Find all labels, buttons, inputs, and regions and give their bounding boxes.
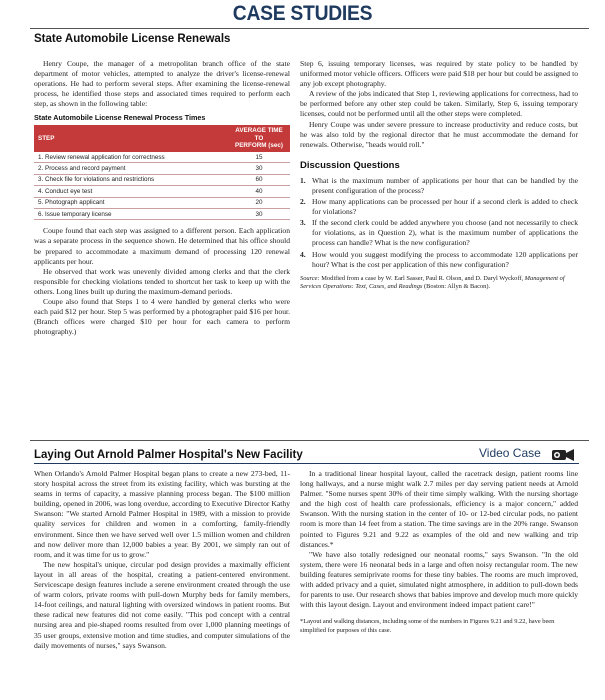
video-camera-icon bbox=[551, 448, 577, 462]
case1-source-citation bbox=[300, 275, 578, 292]
case1-right-paragraph: A review of the jobs indicated that Step 1, reviewing applications for correctness, had to be performed before any other step could be taken. Similarly, Step 6, issuing temporary licenses, could not be performed until all the other steps were completed. bbox=[300, 89, 578, 119]
time-cell: 30 bbox=[228, 163, 290, 174]
question-text: How would you suggest modifying the process to accommodate 120 applications per hour? What is the cost per application of this new configuration? bbox=[312, 249, 578, 269]
case2-title: Laying Out Arnold Palmer Hospital's New Facility bbox=[34, 449, 303, 461]
case2-left-paragraph: The new hospital's unique, circular pod design provides a maximally efficient layout in all areas of the hospital, creating a patient-centered environment. Servicescape design features include a serene environment created through the use of warm colors, private rooms with pull-down Murphy beds for family members, 14-foot ceilings, and natural lighting with oversized windows in patient rooms. But these radical new features did not come easily. "This pod concept with a central nursing area and pie-shaped rooms resulted from over 1,000 planning meetings of 35 user groups, extensive motion and time studies, and computer simulations of the daily movements of nurses," says Swanson. bbox=[34, 559, 290, 650]
process-table-title: State Automobile License Renewal Process Times bbox=[34, 113, 206, 123]
discussion-question bbox=[300, 197, 578, 217]
table-header-row bbox=[34, 125, 290, 152]
step-cell: 1. Review renewal application for correctness bbox=[34, 152, 228, 163]
question-number: 3. bbox=[300, 218, 306, 228]
question-text: If the second clerk could be added anywhere you choose (and not necessarily to check for violations, as in Question 2), what is the maximum number of applications the process can handle? What is the new configuration? bbox=[312, 218, 578, 248]
time-cell: 15 bbox=[228, 152, 290, 163]
case-divider-rule bbox=[30, 440, 589, 441]
time-cell: 20 bbox=[228, 197, 290, 208]
case2-right-paragraph: In a traditional linear hospital layout, called the racetrack design, patient rooms line long hallways, and a nurse might walk 2.7 miles per day serving patient needs at Arnold Palmer. "Some nurses spent 30% of their time simply walking. With the nursing shortage and the high cost of health care professionals, efficiency is a major concern," added Swanson. With the nursing station in the center of 10- or 12-bed circular pods, no patient room is more than 14 feet from a station. The time savings are in the 20% range. Swanson pointed to Figures 9.21 and 9.22 as examples of the old and new walking and trip distances.* bbox=[300, 469, 578, 549]
discussion-question bbox=[300, 250, 578, 270]
case1-left-paragraph: Coupe also found that Steps 1 to 4 were handled by general clerks who were each paid $12 per hour. Step 5 was performed by a photographer paid $16 per hour. (Branch offices were charged $10 per hour for each camera to perform photography.) bbox=[34, 296, 290, 337]
page-header-title: CASE STUDIES bbox=[232, 2, 373, 25]
step-cell: 2. Process and record payment bbox=[34, 163, 228, 174]
question-text: How many applications can be processed per hour if a second clerk is added to check for violations? bbox=[312, 197, 578, 217]
discussion-question bbox=[300, 176, 578, 196]
case2-left-paragraph: When Orlando's Arnold Palmer Hospital began plans to create a new 273-bed, 11-story hospital across the street from its existing facility, which was bursting at the seams in terms of capacity, a massive planning process began. The $100 million building, opened in 2006, was long overdue, according to Executive Director Kathy Swanson: "We started Arnold Palmer Hospital in 1989, with a mission to provide quality services for children and women in a comforting, family-friendly environment. Since then we have served well over 1.5 million women and children and now deliver more than 12,000 babies a year. By 2001, we simply ran out of room, and it was time for us to grow." bbox=[34, 469, 290, 559]
step-cell: 4. Conduct eye test bbox=[34, 186, 228, 197]
time-column-header bbox=[228, 125, 290, 152]
table-row bbox=[34, 174, 290, 185]
source-lead: Source: bbox=[300, 274, 320, 282]
case2-footnote: *Layout and walking distances, including some of the numbers in Figures 9.21 and 9.22, have been simplified for purposes of this case. bbox=[300, 618, 555, 634]
time-cell: 40 bbox=[228, 186, 290, 197]
source-book-title: Management of Services Operations: Text, Cases, and Readings bbox=[300, 274, 565, 291]
case1-left-paragraph: Coupe found that each step was assigned to a different person. Each application was a separate process in the sequence shown. He determined that his office should be prepared to accommodate a maximum demand of processing 120 renewal applicants per hour. bbox=[34, 226, 290, 266]
step-cell: 6. Issue temporary license bbox=[34, 208, 228, 219]
table-row bbox=[34, 197, 290, 208]
process-times-table bbox=[34, 125, 290, 220]
time-cell: 60 bbox=[228, 174, 290, 185]
case1-left-column bbox=[34, 59, 290, 337]
case1-left-paragraph: He observed that work was unevenly divided among clerks and that the clerk responsible for checking violations tended to shortcut her task to keep up with the others. Long lines built up during the maximum-demand periods. bbox=[34, 266, 290, 296]
case2-title-underline bbox=[34, 463, 579, 464]
step-cell: 3. Check file for violations and restrictions bbox=[34, 174, 228, 185]
question-text: What is the maximum number of applications per hour that can be handled by the present configuration of the process? bbox=[312, 175, 578, 195]
case1-title: State Automobile License Renewals bbox=[34, 33, 231, 45]
table-row bbox=[34, 163, 290, 174]
case1-right-column bbox=[300, 59, 578, 292]
time-cell: 30 bbox=[228, 208, 290, 219]
case1-right-paragraph: Henry Coupe was under severe pressure to increase productivity and reduce costs, but he was also told by the regional director that he must accommodate the demand for renewals. Otherwise, "heads would roll." bbox=[300, 119, 578, 149]
case2-left-column bbox=[34, 469, 290, 651]
header-rule bbox=[30, 28, 589, 29]
discussion-questions-title: Discussion Questions bbox=[300, 159, 400, 171]
case2-right-paragraph: "We have also totally redesigned our neonatal rooms," says Swanson. "In the old system, there were 16 neonatal beds in a large and often noisy rectangular room. The new building features semiprivate rooms for these tiny babies. The rooms are much improved, with added privacy and a quiet, simulated night atmosphere, in addition to pull-down beds for parents to use. Our research shows that babies improve and develop much more quickly with this layout design. Layout and environment indeed impact patient care!" bbox=[300, 549, 578, 610]
question-number: 2. bbox=[300, 197, 306, 207]
step-cell: 5. Photograph applicant bbox=[34, 197, 228, 208]
source-text2: (Boston: Allyn & Bacon). bbox=[424, 283, 491, 291]
case1-right-paragraph: Step 6, issuing temporary licenses, was required by state policy to be handled by uniformed motor vehicle officers. Officers were paid $18 per hour but could be assigned to any job except photography. bbox=[300, 59, 578, 89]
question-number: 4. bbox=[300, 249, 306, 259]
case1-intro: Henry Coupe, the manager of a metropolitan branch office of the state department of motor vehicles, attempted to analyze the driver's license-renewal operations. He had to perform several steps. After examining the license-renewal process, he identified those steps and associated times required to perform each step, as shown in the following table: bbox=[34, 59, 290, 109]
table-row bbox=[34, 152, 290, 163]
table-row bbox=[34, 208, 290, 219]
discussion-question bbox=[300, 218, 578, 248]
discussion-questions-list bbox=[300, 176, 578, 270]
question-number: 1. bbox=[300, 175, 306, 185]
source-text1: Modified from a case by W. Earl Sasser, Paul R. Olson, and D. Daryl Wyckoff, bbox=[321, 274, 524, 282]
step-column-header: STEP bbox=[34, 125, 228, 152]
case2-right-column bbox=[300, 469, 578, 636]
video-case-label: Video Case bbox=[479, 446, 541, 460]
table-row bbox=[34, 186, 290, 197]
time-header-line2: PERFORM (sec) bbox=[235, 142, 283, 150]
time-header-line1: AVERAGE TIME TO bbox=[235, 127, 283, 142]
